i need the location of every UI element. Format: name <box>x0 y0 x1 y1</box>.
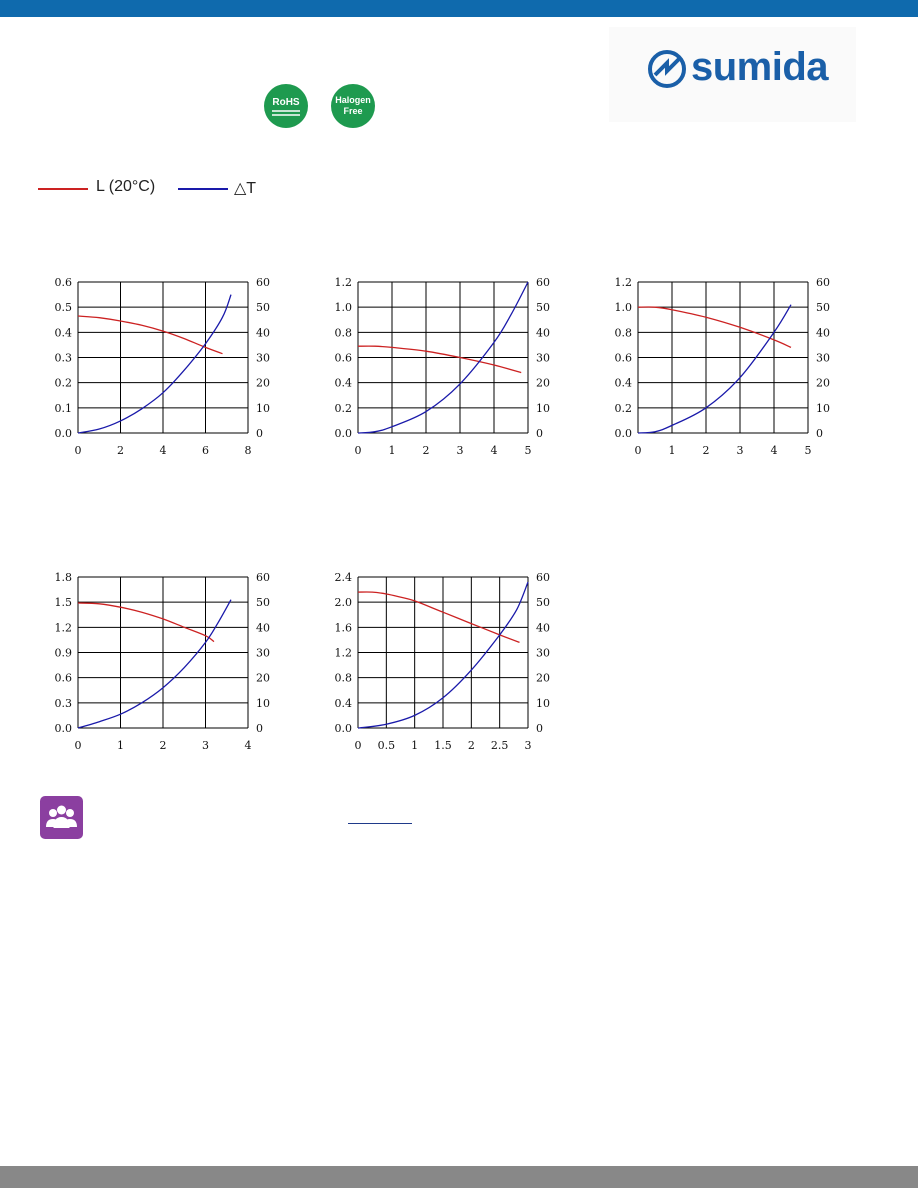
halogen-badge-subtitle: Free <box>343 106 363 116</box>
y-right-tick-label: 20 <box>536 671 550 685</box>
x-tick-label: 2 <box>117 444 124 457</box>
x-tick-label: 8 <box>244 444 252 457</box>
x-tick-label: 4 <box>159 444 167 457</box>
x-tick-label: 1.5 <box>434 739 452 752</box>
x-tick-label: 2 <box>702 444 710 457</box>
x-tick-label: 1 <box>668 444 676 457</box>
x-tick-label: 6 <box>202 444 209 457</box>
chart-2 <box>318 270 598 460</box>
chart-svg <box>318 270 598 460</box>
y-left-tick-label: 0.4 <box>614 376 632 390</box>
x-tick-label: 0 <box>354 739 362 752</box>
chart-5 <box>318 565 598 755</box>
y-right-tick-label: 30 <box>256 351 270 365</box>
y-right-tick-label: 10 <box>256 696 270 710</box>
y-left-tick-label: 1.6 <box>334 621 352 635</box>
y-right-tick-label: 60 <box>816 276 830 289</box>
x-tick-label: 0 <box>354 444 362 457</box>
y-left-tick-label: 0.4 <box>54 326 72 340</box>
series-line-inductance <box>78 316 223 354</box>
y-left-tick-label: 1.2 <box>54 621 72 635</box>
x-tick-label: 1 <box>411 739 419 752</box>
y-left-tick-label: 0.6 <box>54 671 72 685</box>
x-tick-label: 5 <box>524 444 532 457</box>
y-right-tick-label: 60 <box>256 571 270 584</box>
x-tick-label: 0 <box>634 444 642 457</box>
chart-legend <box>38 175 338 203</box>
y-right-tick-label: 20 <box>256 376 270 390</box>
y-right-tick-label: 10 <box>256 401 270 415</box>
x-tick-label: 2.5 <box>490 739 509 752</box>
rohs-badge-title: RoHS <box>272 96 300 108</box>
y-right-tick-label: 40 <box>256 621 270 635</box>
x-tick-label: 4 <box>770 444 778 457</box>
y-right-tick-label: 30 <box>536 646 550 660</box>
x-tick-label: 3 <box>524 739 532 752</box>
y-right-tick-label: 30 <box>536 351 550 365</box>
y-right-tick-label: 20 <box>256 671 270 685</box>
legend-label-inductance: L (20°C) <box>96 178 156 195</box>
x-tick-label: 0 <box>74 444 82 457</box>
y-right-tick-label: 60 <box>256 276 270 289</box>
x-tick-label: 3 <box>202 739 209 752</box>
x-tick-label: 5 <box>804 444 812 457</box>
chart-svg <box>38 270 318 460</box>
y-left-tick-label: 1.2 <box>334 646 352 660</box>
y-left-tick-label: 0.6 <box>54 276 72 289</box>
y-right-tick-label: 40 <box>256 326 270 340</box>
series-line-inductance <box>358 592 520 642</box>
x-tick-label: 1 <box>117 739 124 752</box>
bottom-bar <box>0 1166 918 1188</box>
sumida-logo-mark-icon <box>647 49 687 89</box>
chart-1 <box>38 270 318 460</box>
y-left-tick-label: 0.5 <box>54 301 72 315</box>
y-left-tick-label: 0.1 <box>54 401 72 415</box>
y-right-tick-label: 40 <box>536 621 550 635</box>
y-left-tick-label: 1.0 <box>614 301 632 315</box>
y-left-tick-label: 0.0 <box>54 427 72 440</box>
y-left-tick-label: 0.8 <box>334 326 352 340</box>
x-tick-label: 4 <box>244 739 252 752</box>
y-left-tick-label: 0.0 <box>334 427 352 440</box>
series-line-temperature-rise <box>638 305 791 433</box>
y-left-tick-label: 0.2 <box>54 376 72 390</box>
y-right-tick-label: 40 <box>816 326 830 340</box>
x-tick-label: 0 <box>74 739 82 752</box>
y-right-tick-label: 20 <box>816 376 830 390</box>
y-right-tick-label: 0 <box>536 427 543 440</box>
chart-3 <box>598 270 878 460</box>
rohs-badge-fine-print <box>272 114 300 116</box>
y-right-tick-label: 50 <box>256 301 270 315</box>
chart-4 <box>38 565 318 755</box>
y-left-tick-label: 0.6 <box>614 351 632 365</box>
y-right-tick-label: 20 <box>536 376 550 390</box>
rohs-badge-fine-print <box>272 110 300 112</box>
rohs-badge <box>264 84 308 128</box>
y-right-tick-label: 50 <box>256 596 270 610</box>
x-tick-label: 0.5 <box>377 739 396 752</box>
chart-svg <box>318 565 598 755</box>
y-right-tick-label: 60 <box>536 571 550 584</box>
y-left-tick-label: 0.2 <box>334 401 352 415</box>
y-right-tick-label: 50 <box>536 301 550 315</box>
y-left-tick-label: 0.0 <box>614 427 632 440</box>
y-right-tick-label: 30 <box>816 351 830 365</box>
y-right-tick-label: 10 <box>816 401 830 415</box>
y-left-tick-label: 0.0 <box>54 722 72 735</box>
x-tick-label: 4 <box>490 444 498 457</box>
y-right-tick-label: 30 <box>256 646 270 660</box>
halogen-free-badge <box>331 84 375 128</box>
series-line-inductance <box>358 346 521 372</box>
y-left-tick-label: 0.0 <box>334 722 352 735</box>
chart-svg <box>598 270 878 460</box>
link-underline[interactable] <box>348 823 412 824</box>
brand-name: sumida <box>691 45 829 89</box>
y-left-tick-label: 1.8 <box>54 571 72 584</box>
y-right-tick-label: 60 <box>536 276 550 289</box>
y-left-tick-label: 0.8 <box>614 326 632 340</box>
y-left-tick-label: 0.2 <box>614 401 632 415</box>
y-right-tick-label: 10 <box>536 401 550 415</box>
people-group-icon[interactable] <box>40 796 83 839</box>
series-line-temperature-rise <box>78 600 231 728</box>
y-left-tick-label: 0.9 <box>54 646 72 660</box>
brand-logo <box>609 27 856 122</box>
x-tick-label: 2 <box>422 444 430 457</box>
people-group-icon-graphic <box>40 796 83 839</box>
y-right-tick-label: 0 <box>816 427 823 440</box>
y-right-tick-label: 0 <box>256 722 263 735</box>
y-right-tick-label: 50 <box>536 596 550 610</box>
y-left-tick-label: 2.0 <box>334 596 352 610</box>
halogen-badge-title: Halogen <box>335 95 371 105</box>
y-left-tick-label: 0.3 <box>54 696 72 710</box>
x-tick-label: 3 <box>456 444 464 457</box>
y-left-tick-label: 0.3 <box>54 351 72 365</box>
series-line-temperature-rise <box>78 295 231 433</box>
series-line-inductance <box>78 603 214 642</box>
chart-svg <box>38 565 318 755</box>
legend-label-temperature-rise: △T <box>234 180 257 197</box>
x-tick-label: 2 <box>467 739 475 752</box>
y-right-tick-label: 10 <box>536 696 550 710</box>
y-left-tick-label: 0.6 <box>334 351 352 365</box>
x-tick-label: 3 <box>736 444 744 457</box>
y-right-tick-label: 40 <box>536 326 550 340</box>
y-left-tick-label: 1.0 <box>334 301 352 315</box>
y-left-tick-label: 2.4 <box>334 571 352 584</box>
top-bar <box>0 0 918 17</box>
legend-line-temperature-rise <box>178 188 228 190</box>
x-tick-label: 2 <box>159 739 167 752</box>
y-left-tick-label: 0.4 <box>334 376 352 390</box>
y-left-tick-label: 0.8 <box>334 671 352 685</box>
y-right-tick-label: 50 <box>816 301 830 315</box>
y-right-tick-label: 0 <box>536 722 543 735</box>
legend-line-inductance <box>38 188 88 190</box>
y-left-tick-label: 1.5 <box>54 596 72 610</box>
x-tick-label: 1 <box>388 444 396 457</box>
y-right-tick-label: 0 <box>256 427 263 440</box>
y-left-tick-label: 1.2 <box>614 276 632 289</box>
y-left-tick-label: 0.4 <box>334 696 352 710</box>
y-left-tick-label: 1.2 <box>334 276 352 289</box>
